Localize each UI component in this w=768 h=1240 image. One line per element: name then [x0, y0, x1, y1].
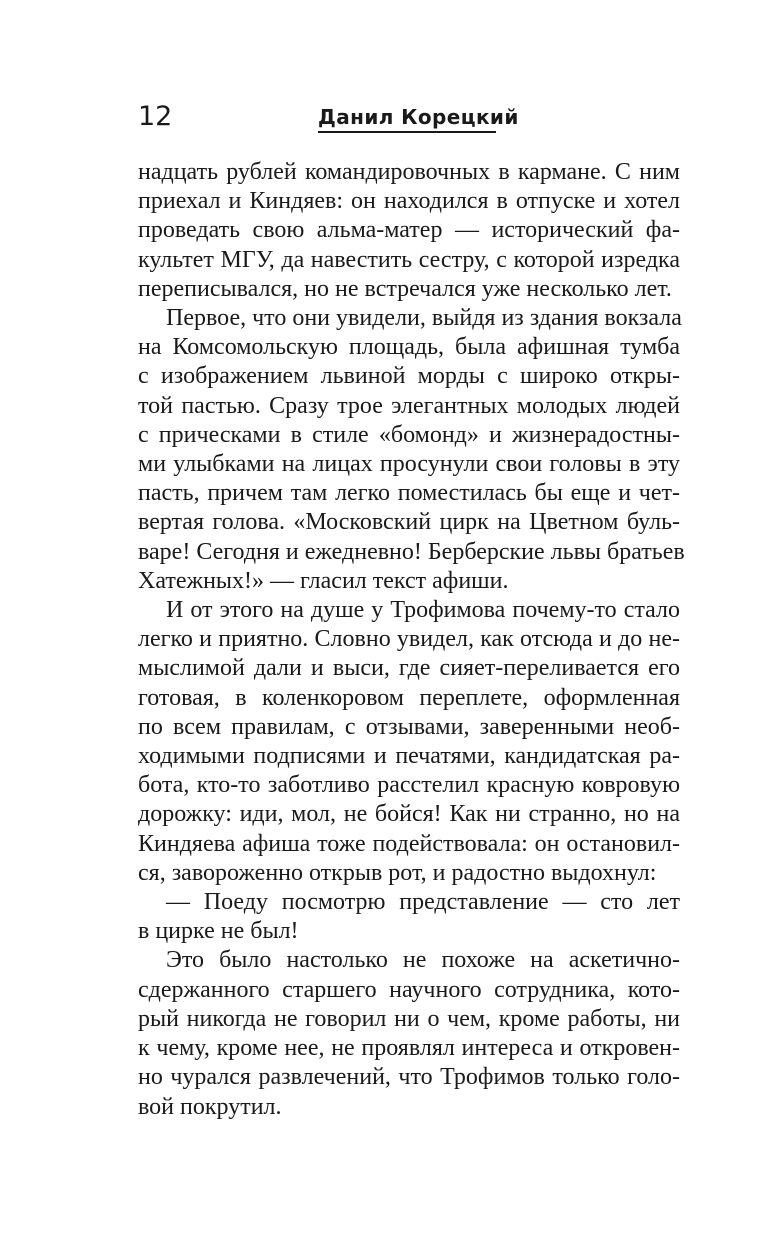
text-line: Хатежных!» — гласил текст афиши.	[138, 567, 509, 594]
text-line: Киндяева афиша тоже подействовала: он остановил-	[138, 830, 680, 857]
text-line: рый никогда не говорил ни о чем, кроме работы, ни	[138, 1005, 680, 1032]
text-line: — Поеду посмотрю представление — сто лет	[166, 889, 680, 916]
running-head-author: Данил Корецкий	[318, 105, 519, 129]
paragraph	[138, 946, 680, 1121]
paragraph	[138, 158, 680, 304]
text-line: той пастью. Сразу трое элегантных молодых людей	[138, 392, 680, 419]
text-line: культет МГУ, да навестить сестру, с которой изредка	[138, 246, 680, 273]
text-line: переписывался, но не встречался уже несколько лет.	[138, 275, 672, 302]
page-number: 12	[138, 101, 173, 132]
text-line: вертая голова. «Московский цирк на Цветном буль-	[138, 509, 680, 536]
text-line: ходимыми подписями и печатями, кандидатская ра-	[138, 743, 680, 770]
text-line: в цирке не был!	[138, 918, 299, 945]
paragraph	[138, 596, 680, 888]
text-line: пасть, причем там легко поместилась бы еще и чет-	[138, 480, 680, 507]
text-line: надцать рублей командировочных в кармане. С ним	[138, 159, 680, 185]
text-line: проведать свою альма-матер — исторический фа-	[138, 217, 680, 244]
text-line: приехал и Киндяев: он находился в отпуске и хотел	[138, 188, 680, 215]
text-line: на Комсомольскую площадь, была афишная тумба	[138, 334, 680, 361]
text-line: с изображением львиной морды с широко откры-	[138, 363, 680, 390]
dialogue-paragraph	[138, 888, 680, 946]
text-line: сдержанного старшего научного сотрудника, кото-	[138, 976, 680, 1003]
text-line: варе! Сегодня и ежедневно! Берберские львы братьев	[138, 538, 685, 565]
text-line: готовая, в коленкоровом переплете, оформленная	[138, 684, 680, 711]
text-line: легко и приятно. Словно увидел, как отсюда и до не-	[138, 626, 680, 653]
text-line: Первое, что они увидели, выйдя из здания вокзала	[166, 305, 682, 332]
text-line: к чему, кроме нее, не проявлял интереса и откровен-	[138, 1035, 680, 1062]
text-line: ми улыбками на лицах просунули свои головы в эту	[138, 451, 680, 478]
text-line: Это было настолько не похоже на аскетично-	[166, 947, 680, 974]
header-underline	[318, 131, 496, 133]
text-line: вой покрутил.	[138, 1093, 282, 1120]
text-line: дорожку: иди, мол, не бойся! Как ни странно, но на	[138, 801, 680, 828]
text-line: по всем правилам, с отзывами, заверенными необ-	[138, 713, 680, 740]
text-line: ся, завороженно открыв рот, и радостно выдохнул:	[138, 859, 657, 886]
paragraph	[138, 304, 685, 596]
text-line: И от этого на душе у Трофимова почему-то стало	[166, 597, 680, 624]
text-line: но чурался развлечений, что Трофимов только голо-	[138, 1064, 680, 1091]
text-line: бота, кто-то заботливо расстелил красную ковровую	[138, 772, 680, 799]
text-line: мыслимой дали и выси, где сияет-переливается его	[138, 655, 680, 682]
body-text	[138, 158, 685, 1122]
text-line: с прическами в стиле «бомонд» и жизнерадостны-	[138, 421, 680, 448]
